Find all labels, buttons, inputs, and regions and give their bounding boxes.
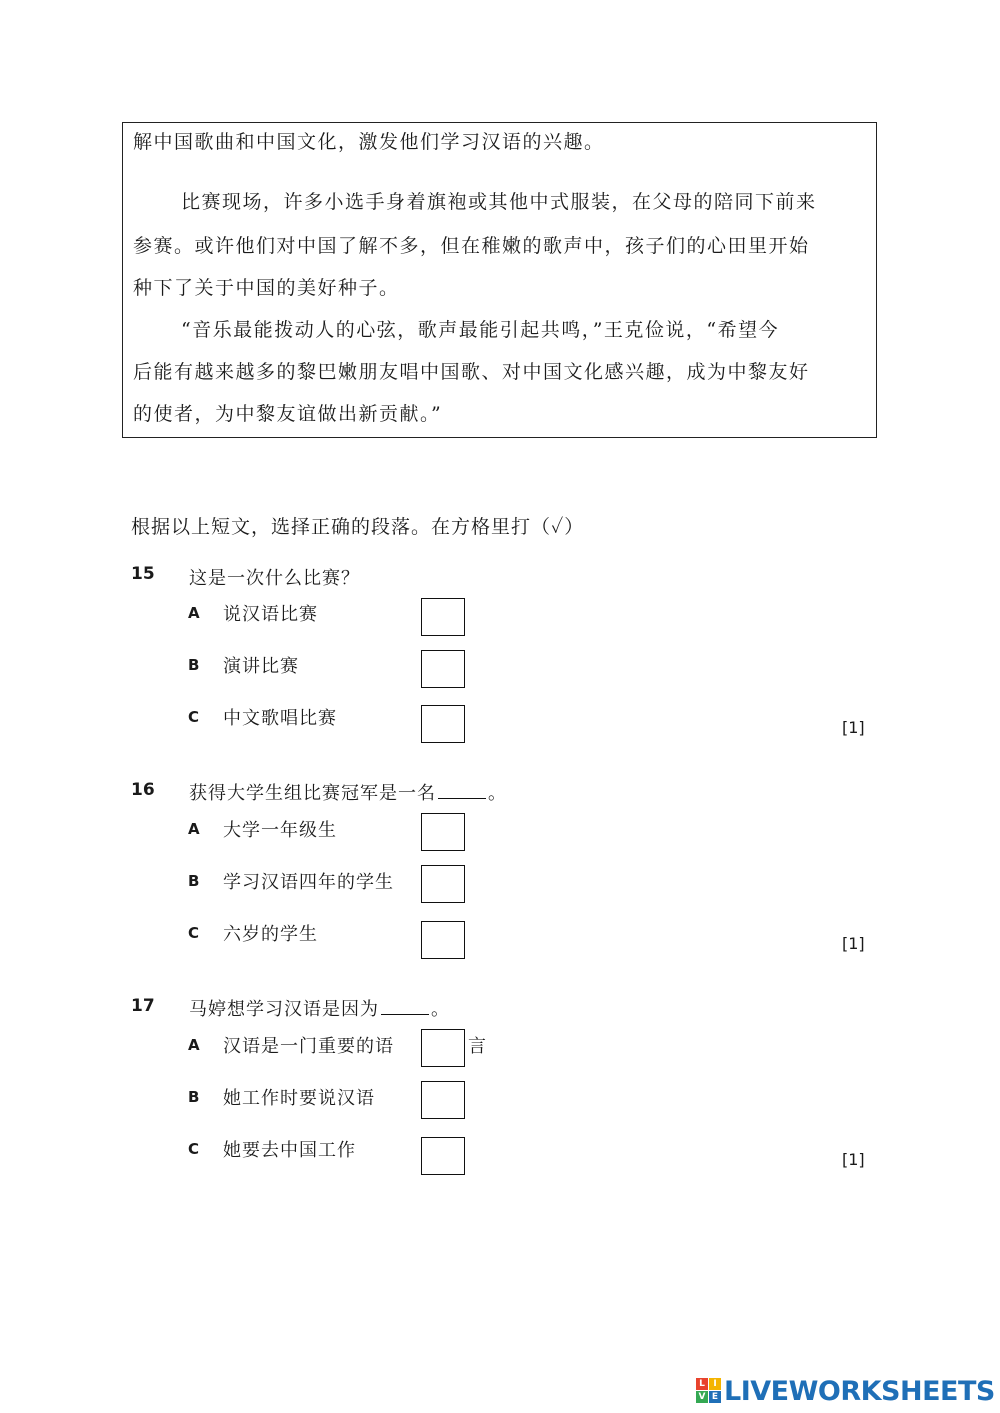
passage-line: 种下了关于中国的美好种子。 — [133, 277, 400, 299]
passage-line: 的使者，为中黎友谊做出新贡献。” — [133, 403, 443, 425]
option-text: 大学一年级生 — [223, 820, 337, 841]
logo-mark-letter: V — [696, 1391, 708, 1403]
instruction-text: 根据以上短文，选择正确的段落。在方格里打（✓） — [131, 516, 585, 538]
question-number: 15 — [131, 564, 155, 584]
option-letter: C — [188, 1140, 200, 1158]
marks-label: [1] — [842, 934, 865, 953]
option-text: 她要去中国工作 — [223, 1140, 356, 1161]
option-letter: C — [188, 924, 200, 942]
question-text — [189, 779, 507, 805]
answer-checkbox-16a[interactable] — [421, 813, 465, 851]
option-text: 中文歌唱比赛 — [223, 708, 337, 729]
liveworksheets-logo — [696, 1376, 995, 1406]
answer-checkbox-16c[interactable] — [421, 921, 465, 959]
answer-checkbox-15a[interactable] — [421, 598, 465, 636]
passage-line: 参赛。或许他们对中国了解不多，但在稚嫩的歌声中，孩子们的心田里开始 — [133, 235, 810, 257]
passage-line: 比赛现场，许多小选手身着旗袍或其他中式服装，在父母的陪同下前来 — [181, 191, 817, 213]
option-letter: A — [188, 604, 200, 622]
logo-mark-icon — [696, 1378, 722, 1404]
answer-checkbox-17b[interactable] — [421, 1081, 465, 1119]
question-number: 16 — [131, 780, 155, 800]
question-text-after: 。 — [431, 999, 450, 1020]
answer-blank — [381, 998, 429, 1015]
marks-label: [1] — [842, 718, 865, 737]
logo-mark-letter: I — [709, 1378, 721, 1390]
question-text — [189, 995, 450, 1021]
option-text: 汉语是一门重要的语 — [223, 1036, 394, 1057]
question-text — [189, 564, 360, 590]
answer-blank — [438, 782, 486, 799]
option-text: 六岁的学生 — [223, 924, 318, 945]
question-text-before: 马婷想学习汉语是因为 — [189, 999, 379, 1020]
answer-checkbox-17c[interactable] — [421, 1137, 465, 1175]
option-text-overflow: 言 — [468, 1036, 486, 1057]
logo-text: LIVEWORKSHEETS — [724, 1375, 995, 1407]
passage-line: 后能有越来越多的黎巴嫩朋友唱中国歌、对中国文化感兴趣，成为中黎友好 — [133, 361, 810, 383]
logo-mark-letter: E — [709, 1391, 721, 1403]
option-text: 她工作时要说汉语 — [223, 1088, 375, 1109]
answer-checkbox-17a[interactable] — [421, 1029, 465, 1067]
option-letter: B — [188, 1088, 200, 1106]
answer-checkbox-15c[interactable] — [421, 705, 465, 743]
option-text: 说汉语比赛 — [223, 604, 318, 625]
question-number: 17 — [131, 996, 155, 1016]
option-letter: C — [188, 708, 200, 726]
option-letter: B — [188, 656, 200, 674]
question-text-before: 这是一次什么比赛？ — [189, 568, 360, 589]
option-letter: A — [188, 820, 200, 838]
passage-line: 解中国歌曲和中国文化，激发他们学习汉语的兴趣。 — [133, 131, 605, 153]
option-text: 学习汉语四年的学生 — [223, 872, 394, 893]
answer-checkbox-16b[interactable] — [421, 865, 465, 903]
answer-checkbox-15b[interactable] — [421, 650, 465, 688]
logo-mark-letter: L — [696, 1378, 708, 1390]
passage-box — [122, 122, 877, 438]
passage-line: “音乐最能拨动人的心弦，歌声最能引起共鸣，”王克俭说，“希望今 — [181, 319, 780, 341]
option-text: 演讲比赛 — [223, 656, 299, 677]
option-letter: B — [188, 872, 200, 890]
question-text-before: 获得大学生组比赛冠军是一名 — [189, 783, 436, 804]
question-text-after: 。 — [488, 783, 507, 804]
option-letter: A — [188, 1036, 200, 1054]
marks-label: [1] — [842, 1150, 865, 1169]
